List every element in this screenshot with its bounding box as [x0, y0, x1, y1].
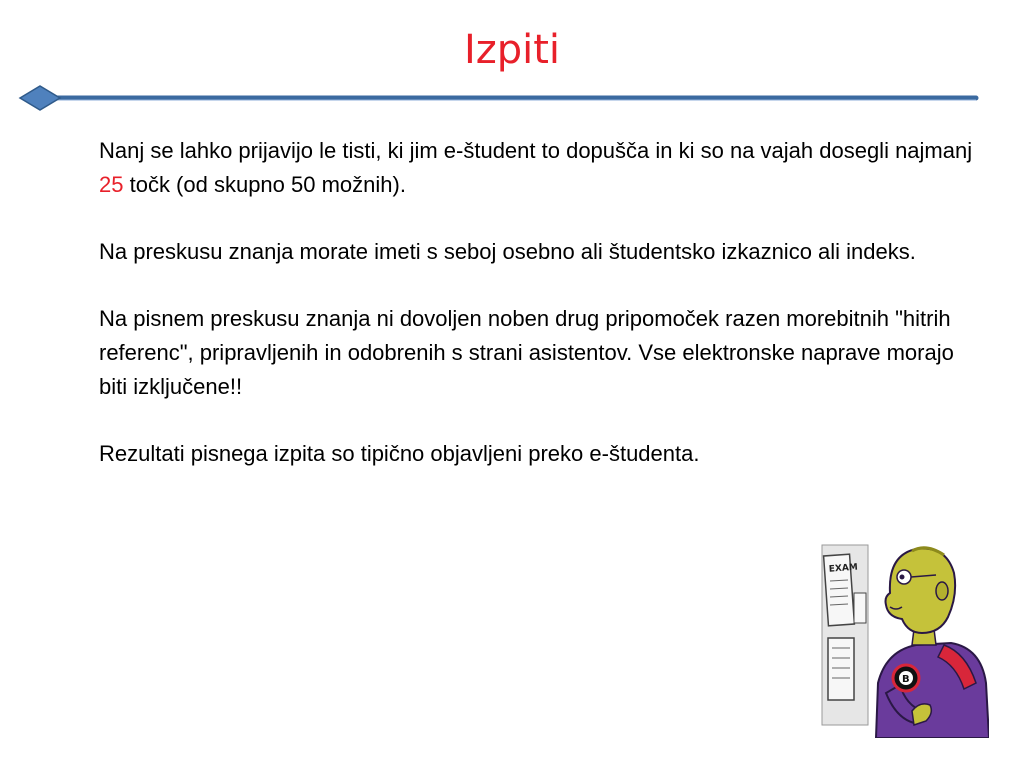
- student-reading-exam-notice-icon: [816, 533, 989, 738]
- paragraph-results: Rezultati pisnega izpita so tipično objavljeni preko e-študenta.: [99, 441, 700, 466]
- registration-text-end: točk (od skupno 50 možnih).: [123, 172, 406, 197]
- registration-text-start: Nanj se lahko prijavijo le tisti, ki jim e-študent to dopušča in ki so na vajah dosegli najmanj: [99, 138, 973, 163]
- slide-body: [99, 134, 979, 504]
- slide-title: Izpiti: [463, 27, 561, 73]
- shirt-badge-label: B: [902, 674, 910, 685]
- points-threshold: 25: [99, 172, 124, 197]
- paragraph-registration: [99, 134, 979, 202]
- title-divider: [16, 84, 980, 112]
- paragraph-identification: Na preskusu znanja morate imeti s seboj osebno ali študentsko izkaznico ali indeks.: [99, 239, 916, 264]
- exam-poster-label: EXAM: [828, 562, 859, 575]
- paragraph-allowed-aids: Na pisnem preskusu znanja ni dovoljen noben drug pripomoček razen morebitnih "hitrih referenc", pripravljenih in odobrenih s strani asistentov. Vse elektronske naprave morajo biti izključene!!: [99, 306, 954, 399]
